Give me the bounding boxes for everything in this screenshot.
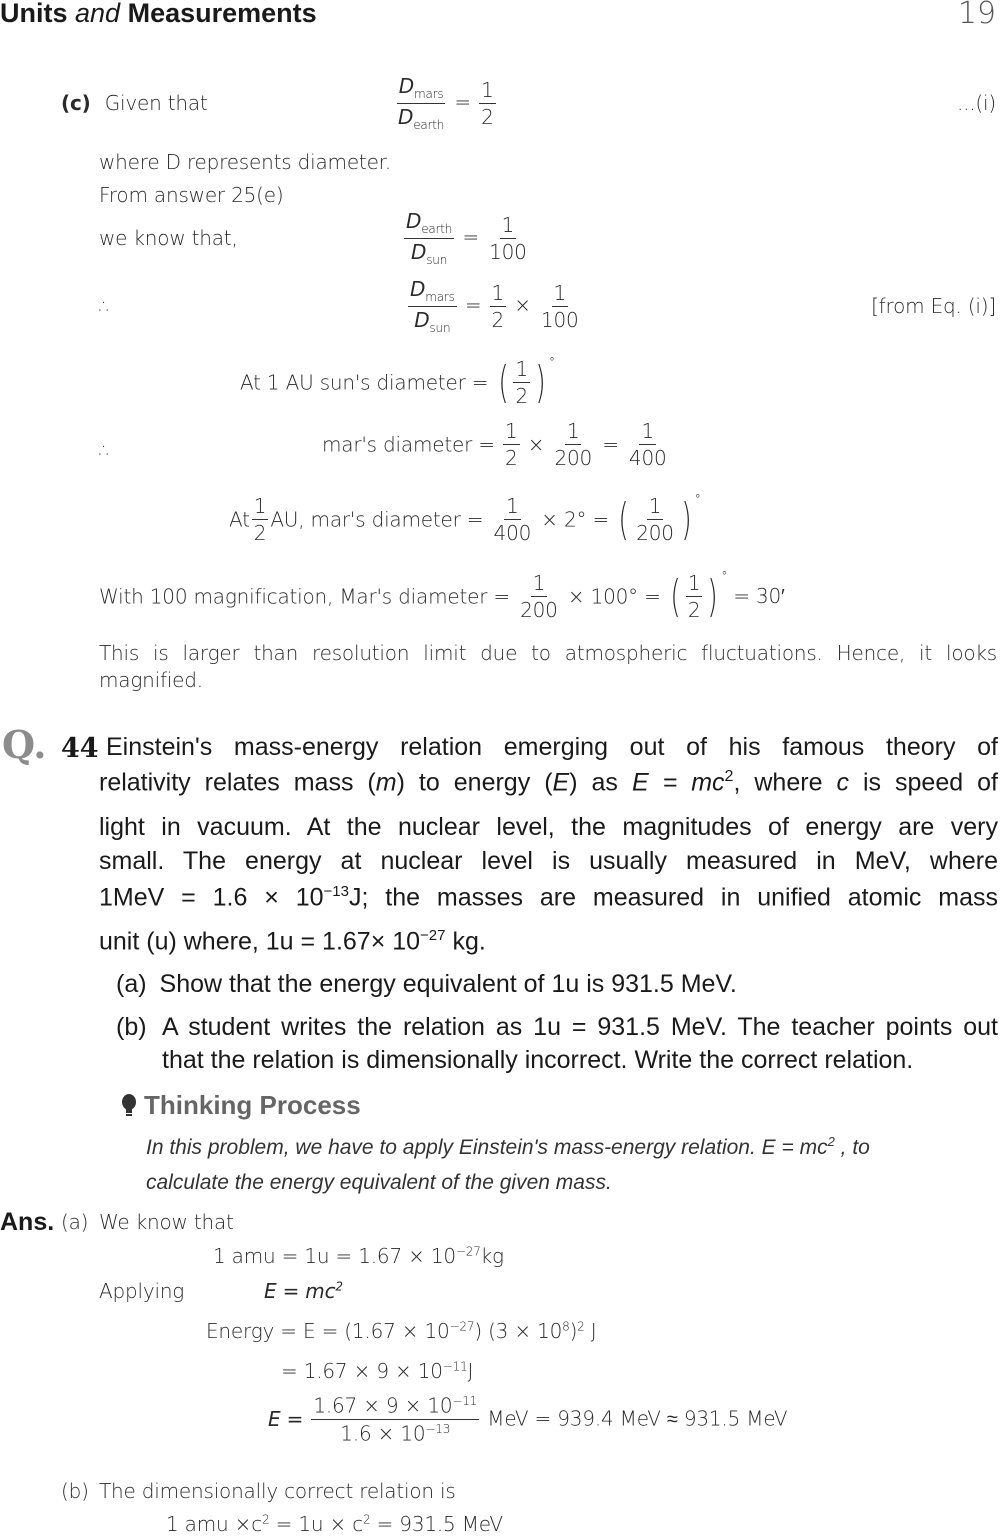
running-header	[0, 0, 317, 29]
question-line3: light in vacuum. At the nuclear level, the magnitudes of energy are very	[99, 813, 998, 841]
answer-label: Ans.	[0, 1208, 55, 1236]
therefore-1: ∴	[99, 294, 112, 318]
eq-ref-i: ...(i)	[956, 91, 996, 115]
answer-eq2: = $1.67 \times 9 \times 10^{-11}J$	[281, 1359, 474, 1383]
eq-at-1au: At 1 AU sun's diameter = ( $\frac{1}{2}$ ) °	[240, 355, 555, 408]
page-number: 19	[957, 0, 996, 31]
question-line6: unit (u) where, $1u = 1.67\times 10^{-27}$ kg.	[99, 927, 486, 956]
answer-a-label: (a)	[61, 1210, 89, 1234]
conclusion-line2: magnified.	[99, 668, 203, 692]
thinking-line2: calculate the energy equivalent of the given mass.	[146, 1171, 612, 1194]
bulb-icon	[120, 1093, 138, 1123]
question-part-b-line1: A student writes the relation as 1u = 931.5 MeV. The teacher points out	[162, 1013, 998, 1041]
eq-earth-sun: $\frac{D_{earth}}{D_{sun}}$ = $\frac{1}{100}$	[406, 209, 527, 267]
question-part-a: (a) Show that the energy equivalent of 1u is 931.5 MeV.	[116, 970, 737, 998]
question-part-b-line2: that the relation is dimensionally incorrect. Write the correct relation.	[162, 1046, 914, 1074]
part-c-label: (c) Given that	[61, 91, 208, 115]
answer-b-label: (b)	[61, 1479, 89, 1503]
eq-mars-diameter: mar's diameter = $\frac{1}{2}$ × $\frac{1}{200}$ = $\frac{1}{400}$	[322, 419, 667, 470]
eq-mars-earth: $\frac{D_{mars}}{D_{earth}}$ = $\frac{1}{2}$	[398, 74, 494, 132]
answer-energy-line: Energy = $E = (1.67 \times 10^{-27})$ $(3 \times 10^8)^2$ J	[206, 1319, 597, 1343]
question-line4: small. The energy at nuclear level is usually measured in MeV, where	[99, 847, 998, 875]
question-line2: relativity relates mass (m) to energy (E) as $E = mc^2$, where c is speed of	[99, 768, 998, 797]
answer-emc2: $E = mc^2$	[264, 1279, 343, 1303]
question-part-b-label: (b)	[116, 1013, 147, 1041]
header-title-measurements: Measurements	[127, 0, 317, 28]
eq-mars-sun: $\frac{D_{mars}}{D_{sun}}$ = $\frac{1}{2}$ × $\frac{1}{100}$	[410, 277, 579, 335]
eq-with-100: With 100 magnification, Mar's diameter = $\frac{1}{200}$ × 100° = ( $\frac{1}{2}$ ) ° = 30′	[99, 569, 785, 622]
header-title-and: and	[75, 0, 121, 28]
question-number: 44	[61, 733, 99, 764]
answer-amu-line: 1 amu = $1u = 1.67 \times 10^{-27}kg$	[213, 1244, 504, 1268]
question-line5: $1MeV = 1.6 \times 10^{-13}J$; the masses are measured in unified atomic mass	[99, 883, 998, 912]
thinking-line1: In this problem, we have to apply Einstein's mass-energy relation. $E = mc^2$ , to	[146, 1134, 870, 1159]
header-title-units: Units	[0, 0, 68, 28]
answer-applying: Applying	[99, 1279, 185, 1303]
from-answer-text: From answer 25(e)	[99, 183, 284, 207]
thinking-process-title: Thinking Process	[144, 1090, 361, 1120]
we-know-text: we know that,	[99, 226, 238, 250]
answer-final-relation: 1 amu $\times c^2 = 1u \times c^2 = 931.5$ MeV	[166, 1512, 503, 1536]
eq-at-half-au: At $\frac{1}{2}$ AU, mar's diameter = $\frac{1}{400}$ × 2° = ( $\frac{1}{200}$ ) °	[229, 492, 701, 545]
answer-we-know: We know that	[99, 1210, 234, 1234]
given-that-text: Given that	[104, 91, 208, 115]
answer-b-text: The dimensionally correct relation is	[99, 1479, 456, 1503]
where-d-text: where D represents diameter.	[99, 150, 392, 174]
from-eq-ref: [from Eq. (i)]	[871, 294, 996, 318]
therefore-2: ∴	[99, 438, 112, 462]
question-marker: Q.	[2, 722, 47, 767]
answer-fraction-eq: E = $\frac{1.67 \times 9 \times 10^{-11}}{1.6 \times 10^{-13}}$ MeV = 939.4 MeV ≈ 931.5 MeV	[268, 1393, 788, 1446]
question-line1: Einstein's mass-energy relation emerging out of his famous theory of	[106, 733, 998, 761]
conclusion-line1: This is larger than resolution limit due to atmospheric fluctuations. Hence, it looks	[99, 641, 997, 665]
